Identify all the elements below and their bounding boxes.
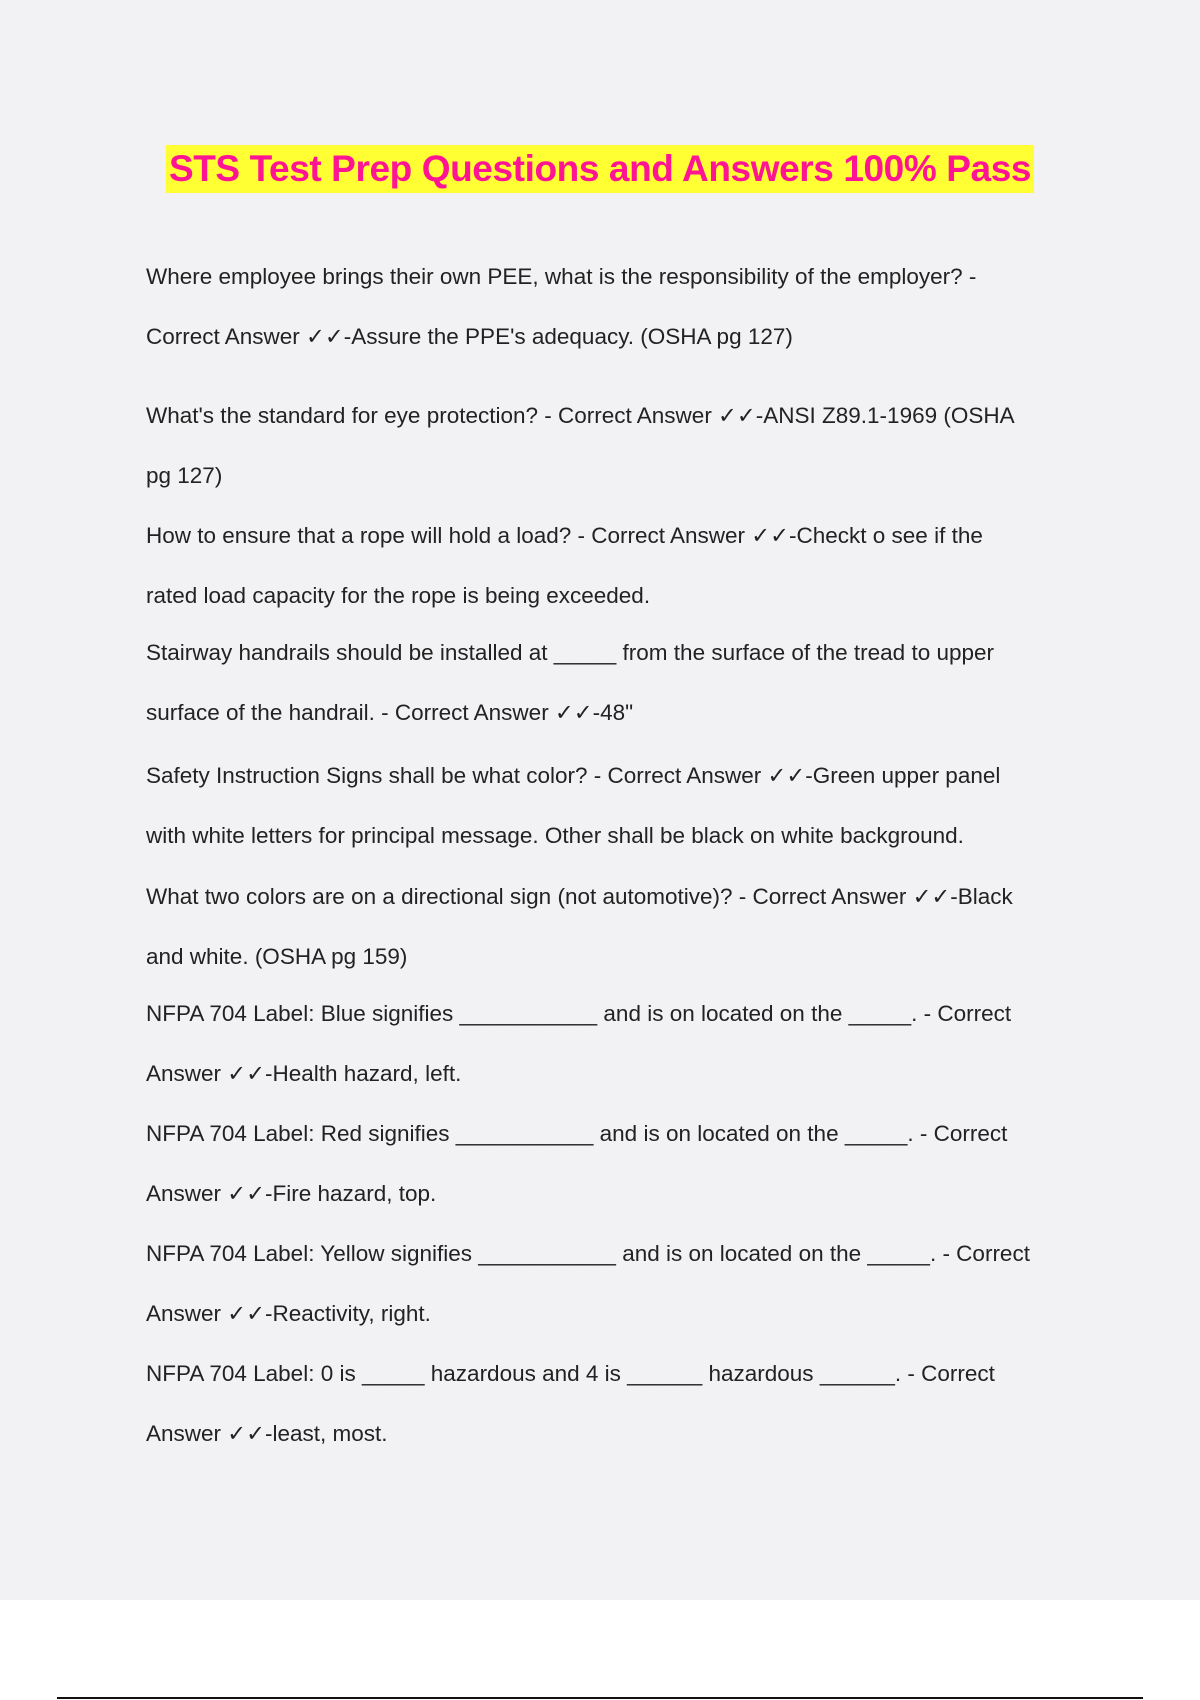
answer-line: pg 127): [146, 463, 223, 488]
qa-entry: [146, 867, 1086, 987]
question-line: What's the standard for eye protection? - Correct Answer ✓✓-ANSI Z89.1-1969 (OSHA: [146, 403, 1015, 428]
qa-entry: [146, 506, 1086, 626]
qa-entry: [146, 623, 1086, 743]
title-wrap: [0, 145, 1200, 193]
question-line: NFPA 704 Label: 0 is _____ hazardous and 4 is ______ hazardous ______. - Correct: [146, 1361, 995, 1386]
qa-entry: [146, 746, 1086, 866]
answer-line: Answer ✓✓-Health hazard, left.: [146, 1061, 462, 1086]
answer-line: surface of the handrail. - Correct Answer ✓✓-48": [146, 700, 634, 725]
question-line: Where employee brings their own PEE, what is the responsibility of the employer? -: [146, 264, 977, 289]
question-line: Safety Instruction Signs shall be what color? - Correct Answer ✓✓-Green upper panel: [146, 763, 1001, 788]
page-title: STS Test Prep Questions and Answers 100% Pass: [166, 145, 1034, 193]
qa-entry: [146, 1224, 1086, 1344]
answer-line: Correct Answer ✓✓-Assure the PPE's adequacy. (OSHA pg 127): [146, 324, 793, 349]
question-line: What two colors are on a directional sign (not automotive)? - Correct Answer ✓✓-Black: [146, 884, 1013, 909]
qa-entry: [146, 1344, 1086, 1464]
answer-line: Answer ✓✓-least, most.: [146, 1421, 388, 1446]
question-line: NFPA 704 Label: Red signifies ___________ and is on located on the _____. - Correct: [146, 1121, 1008, 1146]
answer-line: and white. (OSHA pg 159): [146, 944, 408, 969]
footer-divider: [57, 1697, 1143, 1699]
answer-line: Answer ✓✓-Reactivity, right.: [146, 1301, 431, 1326]
qa-entry: [146, 247, 1086, 367]
qa-entry: [146, 386, 1086, 506]
question-line: NFPA 704 Label: Yellow signifies ___________ and is on located on the _____. - Correct: [146, 1241, 1030, 1266]
question-line: Stairway handrails should be installed at _____ from the surface of the tread to upper: [146, 640, 995, 665]
qa-entry: [146, 984, 1086, 1104]
answer-line: Answer ✓✓-Fire hazard, top.: [146, 1181, 437, 1206]
answer-line: rated load capacity for the rope is being exceeded.: [146, 583, 651, 608]
answer-line: with white letters for principal message. Other shall be black on white background.: [146, 823, 964, 848]
question-line: NFPA 704 Label: Blue signifies ___________ and is on located on the _____. - Correct: [146, 1001, 1012, 1026]
qa-entry: [146, 1104, 1086, 1224]
question-line: How to ensure that a rope will hold a load? - Correct Answer ✓✓-Checkt o see if the: [146, 523, 983, 548]
